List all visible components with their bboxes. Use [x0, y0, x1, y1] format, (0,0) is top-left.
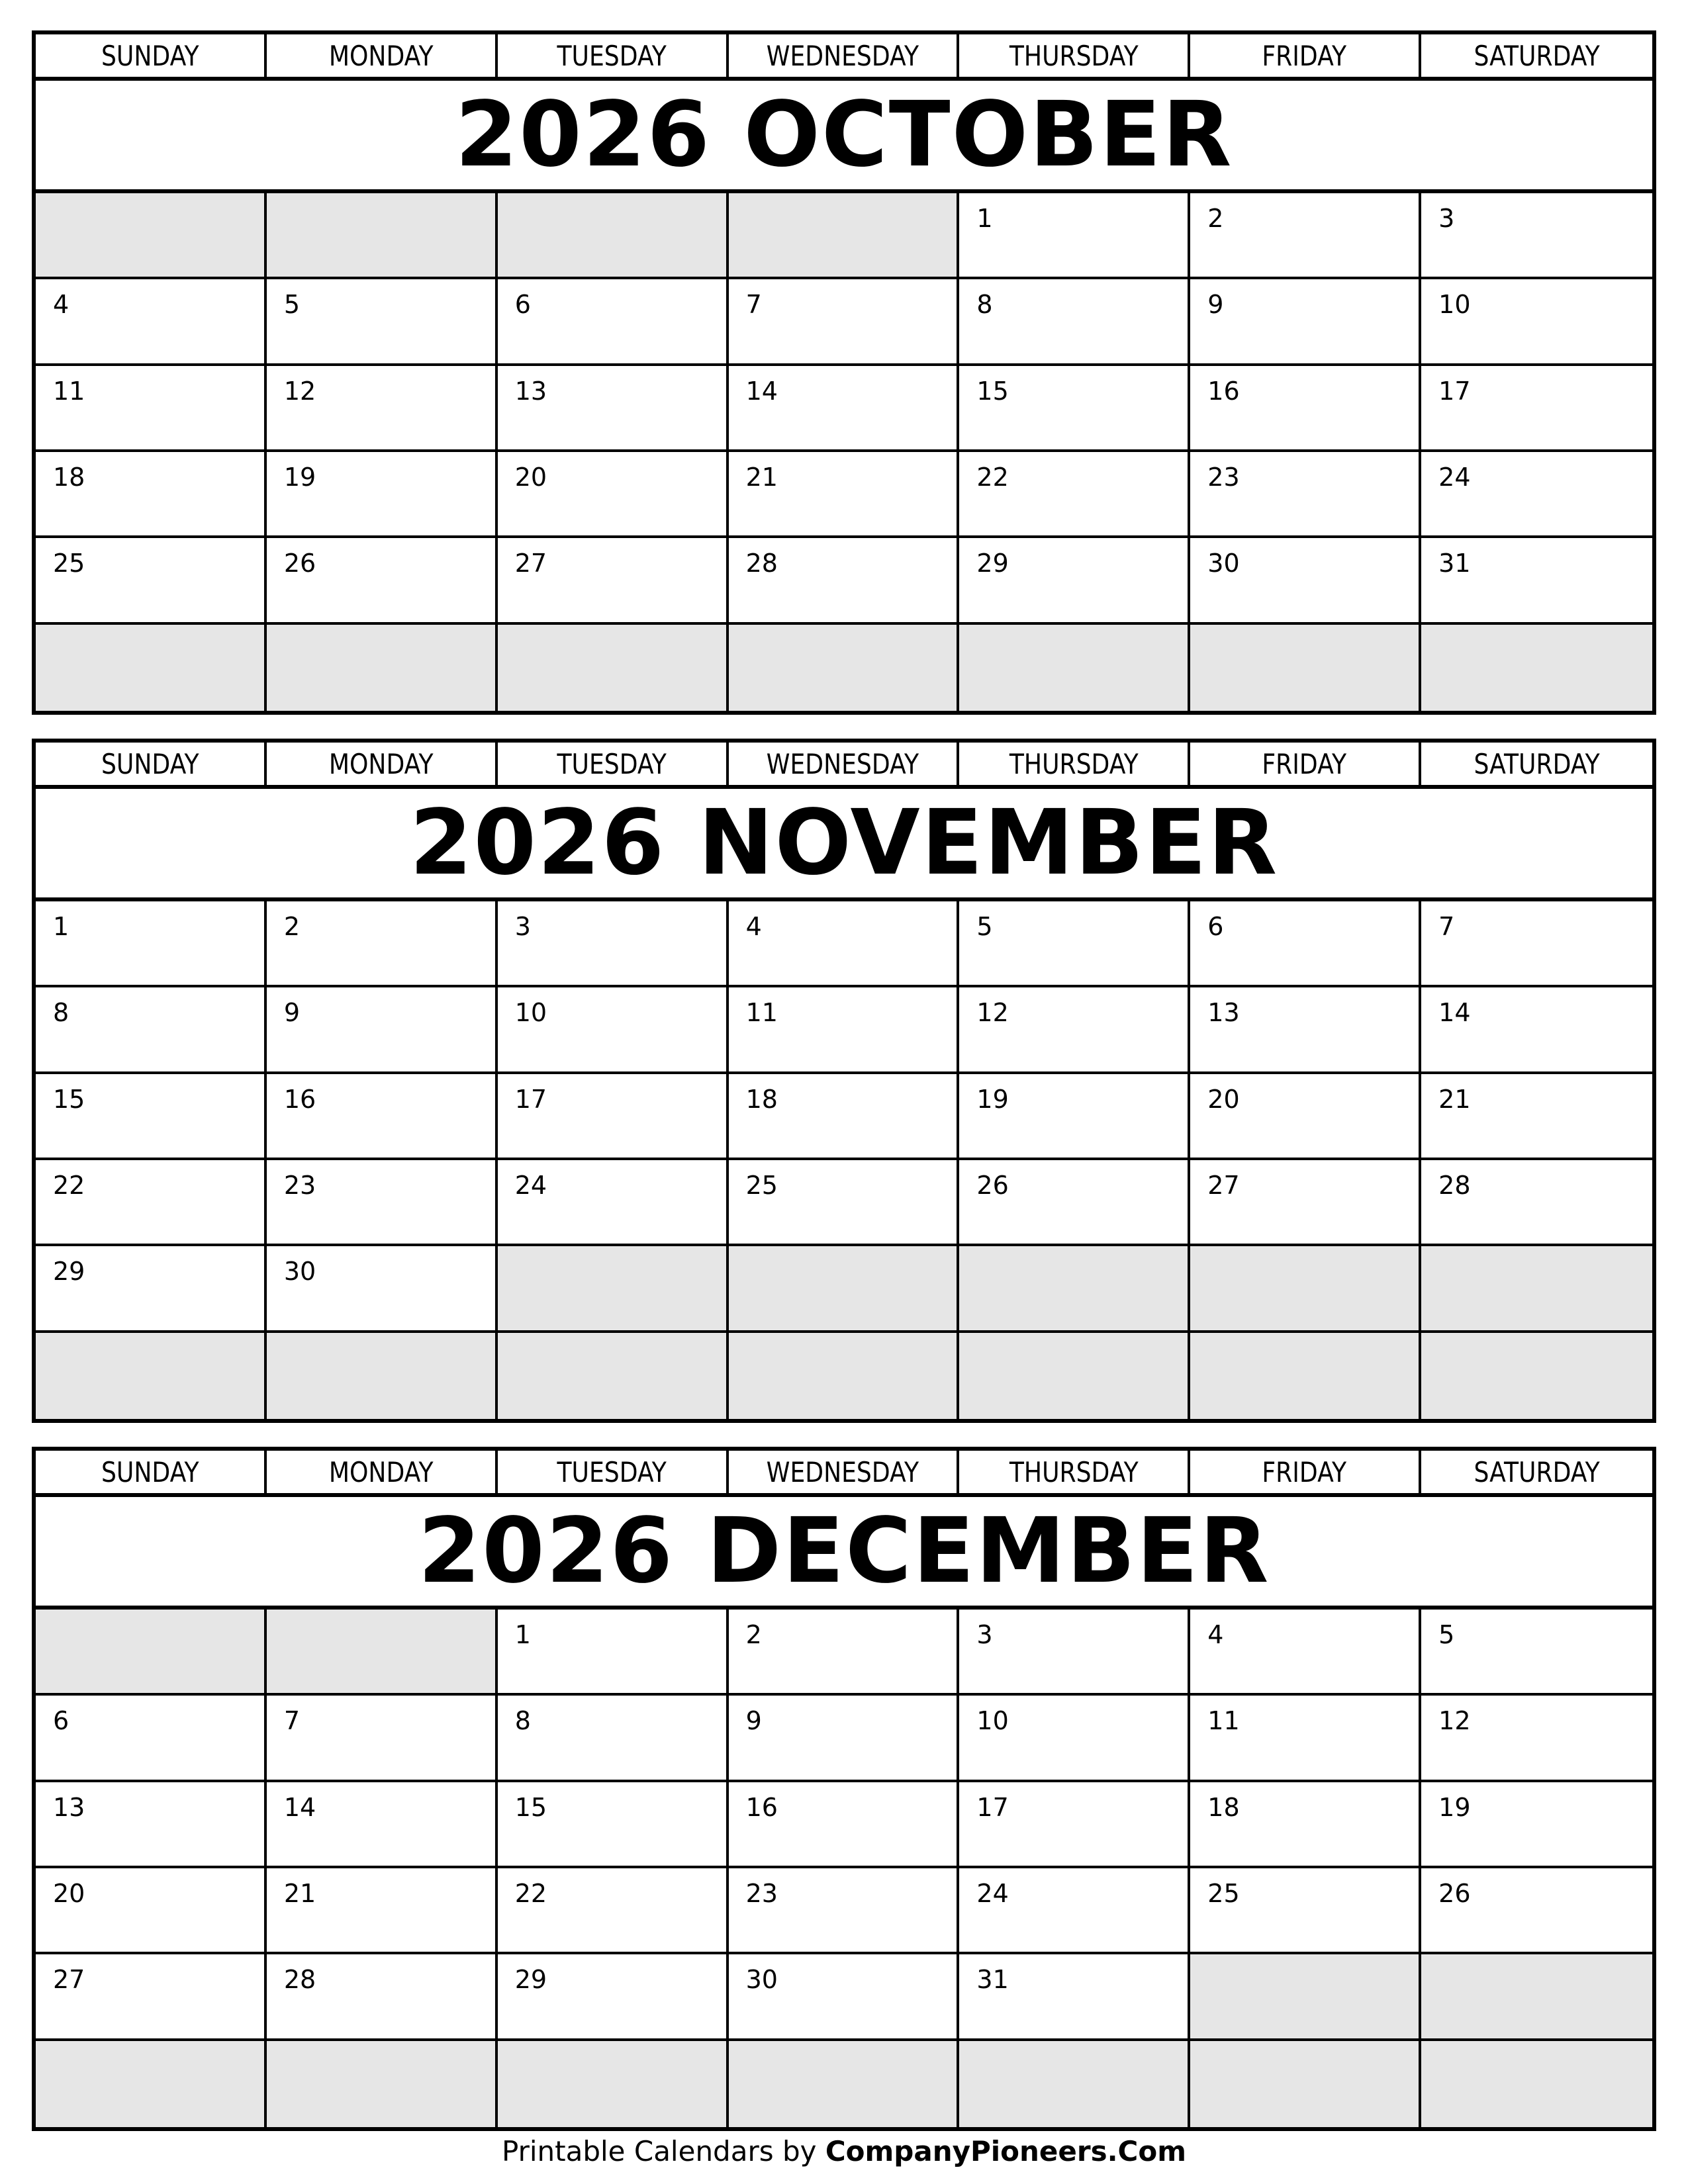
footer-prefix: Printable Calendars by [502, 2135, 817, 2167]
day-cell [267, 452, 498, 538]
day-number: 9 [745, 1706, 762, 1736]
day-cell [1190, 452, 1421, 538]
day-number: 22 [514, 1878, 547, 1908]
day-cell [267, 1868, 498, 1954]
day-number: 14 [1438, 998, 1471, 1028]
day-number: 24 [1438, 462, 1471, 492]
day-cell [36, 1782, 267, 1868]
day-cell [1421, 1782, 1652, 1868]
month-title: 2026 DECEMBER [36, 1497, 1652, 1610]
weekday-header-row [36, 34, 1652, 81]
day-cell [36, 452, 267, 538]
day-grid [36, 1610, 1652, 2127]
day-number: 23 [745, 1878, 778, 1908]
empty-day-cell [1421, 625, 1652, 711]
day-cell [267, 1074, 498, 1160]
empty-day-cell [1190, 1954, 1421, 2040]
weekday-saturday [1421, 34, 1652, 77]
month-calendar-december [32, 1447, 1656, 2131]
empty-day-cell [498, 2041, 729, 2127]
weekday-label: THURSDAY [1009, 747, 1139, 780]
day-cell [36, 279, 267, 365]
empty-day-cell [1421, 1954, 1652, 2040]
day-number: 31 [976, 1965, 1009, 1995]
day-number: 5 [283, 290, 301, 320]
empty-day-cell [1190, 1333, 1421, 1419]
day-cell [1421, 987, 1652, 1073]
weekday-label: FRIDAY [1262, 39, 1347, 72]
empty-day-cell [498, 625, 729, 711]
day-number: 10 [976, 1706, 1009, 1736]
day-number: 7 [1438, 912, 1455, 941]
day-number: 1 [53, 912, 70, 941]
day-cell [267, 1696, 498, 1782]
day-number: 4 [745, 912, 762, 941]
day-number: 4 [1207, 1620, 1224, 1649]
day-cell [1421, 279, 1652, 365]
day-cell [36, 1074, 267, 1160]
day-number: 12 [976, 998, 1009, 1028]
day-number: 2 [1207, 204, 1224, 233]
day-number: 24 [514, 1170, 547, 1200]
weekday-sunday [36, 34, 267, 77]
day-cell [498, 987, 729, 1073]
weekday-label: MONDAY [328, 1455, 434, 1488]
day-cell [267, 1246, 498, 1332]
day-cell [959, 987, 1190, 1073]
day-number: 30 [1207, 549, 1240, 578]
weekday-label: SUNDAY [101, 39, 199, 72]
day-cell [267, 1782, 498, 1868]
weekday-sunday [36, 1451, 267, 1493]
day-number: 28 [1438, 1170, 1471, 1200]
day-number: 11 [1207, 1706, 1240, 1736]
weekday-friday [1190, 1451, 1421, 1493]
day-cell [729, 901, 960, 987]
weekday-label: FRIDAY [1262, 747, 1347, 780]
day-cell [36, 1868, 267, 1954]
day-number: 24 [976, 1878, 1009, 1908]
day-number: 3 [1438, 204, 1455, 233]
month-title: 2026 OCTOBER [36, 81, 1652, 193]
day-number: 17 [1438, 376, 1471, 406]
day-number: 17 [514, 1084, 547, 1114]
day-number: 26 [1438, 1878, 1471, 1908]
empty-day-cell [729, 1333, 960, 1419]
weekday-label: SATURDAY [1474, 1455, 1600, 1488]
day-cell [36, 1246, 267, 1332]
day-cell [729, 1696, 960, 1782]
empty-day-cell [36, 1333, 267, 1419]
weekday-label: SATURDAY [1474, 39, 1600, 72]
day-number: 13 [514, 376, 547, 406]
day-number: 12 [283, 376, 316, 406]
day-cell [729, 1160, 960, 1246]
day-cell [1190, 1782, 1421, 1868]
day-number: 5 [976, 912, 993, 941]
weekday-tuesday [498, 1451, 729, 1493]
day-cell [959, 901, 1190, 987]
day-number: 20 [53, 1878, 85, 1908]
month-calendar-october [32, 30, 1656, 715]
weekday-thursday [959, 743, 1190, 785]
day-number: 8 [53, 998, 70, 1028]
day-cell [959, 279, 1190, 365]
footer-brand: CompanyPioneers.Com [825, 2135, 1186, 2167]
day-cell [498, 1696, 729, 1782]
footer-credit [0, 2135, 1688, 2167]
weekday-label: WEDNESDAY [766, 39, 919, 72]
day-cell [498, 1160, 729, 1246]
empty-day-cell [959, 1246, 1190, 1332]
day-number: 8 [976, 290, 993, 320]
weekday-wednesday [729, 34, 960, 77]
empty-day-cell [267, 1333, 498, 1419]
day-cell [1190, 538, 1421, 624]
empty-day-cell [959, 1333, 1190, 1419]
month-calendar-november [32, 739, 1656, 1423]
day-cell [959, 452, 1190, 538]
day-cell [1421, 1160, 1652, 1246]
day-number: 27 [53, 1965, 85, 1995]
weekday-label: FRIDAY [1262, 1455, 1347, 1488]
day-number: 16 [1207, 376, 1240, 406]
day-number: 19 [1438, 1792, 1471, 1822]
day-cell [729, 1782, 960, 1868]
weekday-label: MONDAY [328, 747, 434, 780]
day-cell [729, 1868, 960, 1954]
day-cell [498, 1782, 729, 1868]
weekday-tuesday [498, 743, 729, 785]
weekday-label: THURSDAY [1009, 1455, 1139, 1488]
day-cell [1190, 1610, 1421, 1696]
day-number: 1 [976, 204, 993, 233]
weekday-label: SATURDAY [1474, 747, 1600, 780]
weekday-label: WEDNESDAY [766, 1455, 919, 1488]
day-number: 28 [745, 549, 778, 578]
day-number: 16 [745, 1792, 778, 1822]
day-cell [959, 1160, 1190, 1246]
day-number: 28 [283, 1965, 316, 1995]
day-number: 11 [745, 998, 778, 1028]
empty-day-cell [1421, 2041, 1652, 2127]
day-cell [498, 1868, 729, 1954]
day-number: 25 [53, 549, 85, 578]
weekday-monday [267, 34, 498, 77]
weekday-saturday [1421, 1451, 1652, 1493]
day-cell [1421, 452, 1652, 538]
day-cell [1421, 366, 1652, 452]
day-cell [1421, 193, 1652, 279]
day-number: 2 [745, 1620, 762, 1649]
day-cell [36, 538, 267, 624]
day-number: 18 [745, 1084, 778, 1114]
empty-day-cell [498, 1333, 729, 1419]
day-number: 21 [283, 1878, 316, 1908]
weekday-label: WEDNESDAY [766, 747, 919, 780]
day-number: 19 [283, 462, 316, 492]
empty-day-cell [267, 625, 498, 711]
day-number: 3 [976, 1620, 993, 1649]
day-cell [959, 366, 1190, 452]
day-cell [959, 1954, 1190, 2040]
day-cell [267, 279, 498, 365]
day-cell [498, 1074, 729, 1160]
day-cell [729, 1954, 960, 2040]
day-number: 6 [53, 1706, 70, 1736]
day-cell [1190, 1696, 1421, 1782]
day-number: 9 [283, 998, 301, 1028]
empty-day-cell [729, 1246, 960, 1332]
day-number: 30 [745, 1965, 778, 1995]
day-cell [729, 538, 960, 624]
empty-day-cell [1421, 1333, 1652, 1419]
day-cell [498, 1954, 729, 2040]
day-cell [729, 279, 960, 365]
day-number: 29 [976, 549, 1009, 578]
weekday-header-row [36, 743, 1652, 789]
empty-day-cell [267, 1610, 498, 1696]
day-number: 25 [1207, 1878, 1240, 1908]
empty-day-cell [36, 625, 267, 711]
day-cell [498, 901, 729, 987]
day-cell [729, 452, 960, 538]
weekday-friday [1190, 34, 1421, 77]
day-cell [36, 1160, 267, 1246]
day-number: 6 [1207, 912, 1224, 941]
day-cell [36, 901, 267, 987]
day-number: 8 [514, 1706, 531, 1736]
day-cell [498, 1610, 729, 1696]
day-grid [36, 193, 1652, 711]
empty-day-cell [1190, 2041, 1421, 2127]
weekday-monday [267, 1451, 498, 1493]
day-cell [729, 1074, 960, 1160]
empty-day-cell [959, 625, 1190, 711]
day-number: 26 [283, 549, 316, 578]
day-number: 12 [1438, 1706, 1471, 1736]
weekday-tuesday [498, 34, 729, 77]
day-cell [267, 1160, 498, 1246]
day-cell [959, 1868, 1190, 1954]
day-grid [36, 901, 1652, 1419]
day-cell [1421, 1868, 1652, 1954]
day-cell [1421, 1696, 1652, 1782]
day-number: 13 [1207, 998, 1240, 1028]
day-number: 23 [283, 1170, 316, 1200]
empty-day-cell [498, 193, 729, 279]
weekday-wednesday [729, 743, 960, 785]
day-cell [1190, 193, 1421, 279]
day-cell [498, 279, 729, 365]
weekday-label: TUESDAY [557, 39, 667, 72]
empty-day-cell [36, 2041, 267, 2127]
empty-day-cell [959, 2041, 1190, 2127]
day-number: 27 [514, 549, 547, 578]
weekday-label: SUNDAY [101, 1455, 199, 1488]
day-number: 10 [514, 998, 547, 1028]
day-cell [498, 452, 729, 538]
day-number: 7 [283, 1706, 301, 1736]
empty-day-cell [1190, 625, 1421, 711]
day-cell [267, 901, 498, 987]
day-number: 18 [1207, 1792, 1240, 1822]
weekday-monday [267, 743, 498, 785]
day-cell [498, 366, 729, 452]
day-cell [959, 1782, 1190, 1868]
day-cell [36, 1954, 267, 2040]
empty-day-cell [729, 193, 960, 279]
day-cell [1421, 901, 1652, 987]
day-number: 14 [283, 1792, 316, 1822]
day-cell [267, 538, 498, 624]
day-number: 9 [1207, 290, 1224, 320]
empty-day-cell [498, 1246, 729, 1332]
day-number: 22 [976, 462, 1009, 492]
day-number: 3 [514, 912, 531, 941]
day-number: 15 [976, 376, 1009, 406]
day-cell [959, 1696, 1190, 1782]
day-cell [1190, 279, 1421, 365]
day-cell [36, 366, 267, 452]
empty-day-cell [267, 193, 498, 279]
day-number: 20 [1207, 1084, 1240, 1114]
day-number: 30 [283, 1257, 316, 1287]
weekday-label: TUESDAY [557, 1455, 667, 1488]
day-cell [267, 1954, 498, 2040]
day-number: 4 [53, 290, 70, 320]
day-cell [959, 1074, 1190, 1160]
day-number: 6 [514, 290, 531, 320]
empty-day-cell [729, 2041, 960, 2127]
day-cell [36, 987, 267, 1073]
weekday-sunday [36, 743, 267, 785]
day-number: 15 [53, 1084, 85, 1114]
weekday-label: MONDAY [328, 39, 434, 72]
empty-day-cell [1190, 1246, 1421, 1332]
day-cell [36, 1696, 267, 1782]
day-cell [267, 366, 498, 452]
day-cell [267, 987, 498, 1073]
day-number: 2 [283, 912, 301, 941]
day-number: 17 [976, 1792, 1009, 1822]
day-number: 18 [53, 462, 85, 492]
day-number: 20 [514, 462, 547, 492]
day-number: 25 [745, 1170, 778, 1200]
day-cell [1190, 1160, 1421, 1246]
day-cell [1190, 987, 1421, 1073]
day-number: 11 [53, 376, 85, 406]
day-number: 29 [53, 1257, 85, 1287]
day-number: 5 [1438, 1620, 1455, 1649]
weekday-label: THURSDAY [1009, 39, 1139, 72]
day-number: 23 [1207, 462, 1240, 492]
weekday-thursday [959, 34, 1190, 77]
day-cell [1190, 366, 1421, 452]
day-cell [1421, 538, 1652, 624]
day-number: 16 [283, 1084, 316, 1114]
day-cell [1190, 901, 1421, 987]
day-number: 21 [1438, 1084, 1471, 1114]
month-title: 2026 NOVEMBER [36, 789, 1652, 901]
empty-day-cell [1421, 1246, 1652, 1332]
day-number: 31 [1438, 549, 1471, 578]
day-cell [498, 538, 729, 624]
day-cell [729, 987, 960, 1073]
day-number: 22 [53, 1170, 85, 1200]
day-cell [1421, 1610, 1652, 1696]
empty-day-cell [36, 193, 267, 279]
day-cell [1190, 1074, 1421, 1160]
weekday-wednesday [729, 1451, 960, 1493]
day-number: 15 [514, 1792, 547, 1822]
weekday-friday [1190, 743, 1421, 785]
weekday-label: TUESDAY [557, 747, 667, 780]
day-number: 13 [53, 1792, 85, 1822]
day-number: 14 [745, 376, 778, 406]
empty-day-cell [267, 2041, 498, 2127]
weekday-header-row [36, 1451, 1652, 1497]
day-number: 29 [514, 1965, 547, 1995]
day-number: 10 [1438, 290, 1471, 320]
day-number: 7 [745, 290, 762, 320]
weekday-saturday [1421, 743, 1652, 785]
empty-day-cell [36, 1610, 267, 1696]
day-number: 19 [976, 1084, 1009, 1114]
day-cell [959, 193, 1190, 279]
day-number: 1 [514, 1620, 531, 1649]
day-number: 26 [976, 1170, 1009, 1200]
day-cell [959, 1610, 1190, 1696]
empty-day-cell [729, 625, 960, 711]
day-cell [959, 538, 1190, 624]
weekday-label: SUNDAY [101, 747, 199, 780]
weekday-thursday [959, 1451, 1190, 1493]
day-cell [729, 366, 960, 452]
day-cell [729, 1610, 960, 1696]
day-cell [1421, 1074, 1652, 1160]
day-cell [1190, 1868, 1421, 1954]
day-number: 27 [1207, 1170, 1240, 1200]
day-number: 21 [745, 462, 778, 492]
